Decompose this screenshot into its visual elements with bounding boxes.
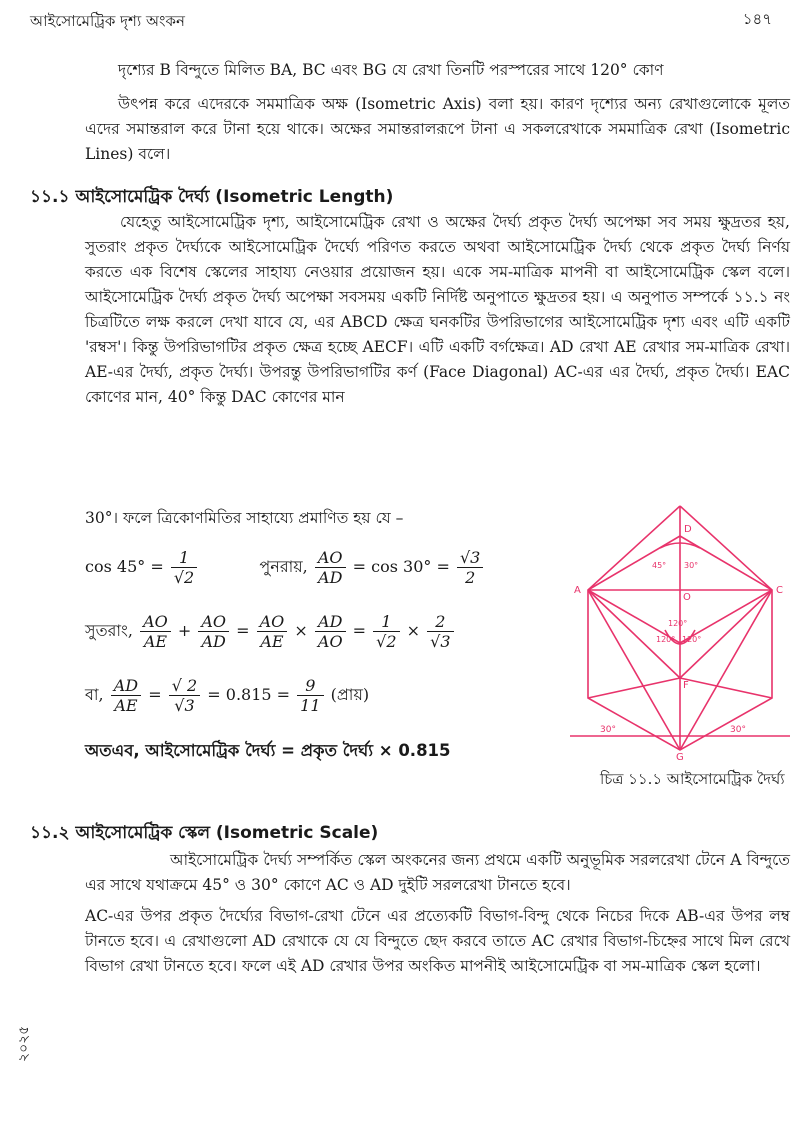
intro-text-1: দৃশ্যের B বিন্দুতে মিলিত BA, BC এবং BG যে রেখা তিনটি পরস্পরের সাথে 120° কোণ [118, 61, 664, 79]
section2-text-1: আইসোমেট্রিক দৈর্ঘ্য সম্পর্কিত স্কেল অংকনের জন্য প্রথমে একটি অনুভূমিক সরলরেখা টেনে A বিন্দুতে এর সাথে যথাক্রমে 45° ও 30° কোণে AC ও AD দুইটি সরলরেখা টানতে হবে। [85, 851, 790, 894]
numerator: AO [198, 612, 229, 632]
denominator: √3 [174, 696, 195, 715]
fraction-root2-over-root3 [169, 676, 200, 715]
line-lowerright-G [680, 678, 772, 698]
approx-label: (প্রায়) [330, 685, 370, 704]
denominator: AO [317, 632, 343, 651]
conclusion-line: অতএব, আইসোমেট্রিক দৈর্ঘ্য = প্রকৃত দৈর্ঘ্য × 0.815 [85, 741, 451, 760]
fraction-ao-ad [315, 548, 346, 587]
equals-sign: = [236, 621, 250, 640]
denominator: AE [114, 696, 138, 715]
angle-120-b: 120° [656, 635, 676, 644]
formula-line-2 [85, 612, 456, 651]
line-AD [588, 536, 680, 590]
label-F: F [683, 680, 689, 691]
numerator: √ 2 [169, 676, 200, 696]
fraction-9-over-11 [297, 676, 323, 715]
sutorang-label: সুতরাং, [85, 621, 133, 640]
equals-sign: = [148, 685, 162, 704]
denominator: √2 [173, 568, 195, 587]
section2-body [85, 848, 790, 985]
running-header-title: আইসোমেট্রিক দৃশ্য অংকন [30, 12, 185, 30]
angle-30: 30° [684, 561, 699, 570]
formula-line-1 [85, 548, 485, 587]
intro-text-2: উৎপন্ন করে এদেরকে সমমাত্রিক অক্ষ (Isometric Axis) বলা হয়। কারণ দৃশ্যের অন্য রেখাগুলোকে মূলত এদের সমান্তরাল করে টানা হয়ে থাকে। অক্ষের সমান্তরালরূপে টানা এ সকলরেখাকে সমমাত্রিক রেখা (Isometric Lines) বলে। [85, 95, 790, 163]
label-D: D [684, 524, 692, 535]
denominator: AD [201, 632, 226, 651]
angle-30-left: 30° [600, 725, 616, 735]
label-C: C [776, 585, 783, 596]
plus-sign: + [177, 621, 192, 640]
section1-text-end: 30°। ফলে ত্রিকোণমিতির সাহায্যে প্রমাণিত হয় যে – [85, 509, 404, 527]
denominator: AE [143, 632, 168, 651]
denominator: 11 [300, 696, 321, 715]
numerator: AO [257, 612, 288, 632]
denominator: √3 [430, 632, 451, 651]
numerator: 9 [297, 676, 323, 696]
fraction-1-over-root2-b [373, 612, 399, 651]
line-CF [680, 590, 772, 678]
numerator: 1 [171, 548, 197, 568]
times-sign: × [294, 621, 308, 640]
section1-body [85, 210, 790, 416]
line-C-G [680, 590, 772, 750]
label-O: O [683, 592, 691, 603]
line-lowerleft-G [588, 678, 680, 698]
cos45-label: cos 45° = [85, 557, 164, 576]
eq-cos30: = cos 30° = [352, 557, 450, 576]
fraction-ao-ad-2 [198, 612, 229, 651]
section-heading-isometric-scale: ১১.২ আইসোমেট্রিক স্কেল (Isometric Scale) [30, 823, 379, 843]
fraction-ad-ao [315, 612, 346, 651]
punoray-label: পুনরায়, [259, 557, 308, 576]
intro-line-1 [118, 58, 790, 89]
numerator: AO [315, 548, 346, 568]
fraction-root3-over-2 [457, 548, 483, 587]
figure-caption: চিত্র ১১.১ আইসোমেট্রিক দৈর্ঘ্য [600, 770, 785, 788]
eq-0815: = 0.815 = [207, 685, 291, 704]
intro-paragraph [85, 92, 790, 173]
formula-line-3 [85, 676, 369, 715]
denominator: AE [260, 632, 284, 651]
numerator: √3 [457, 548, 483, 568]
fraction-2-over-root3 [427, 612, 453, 651]
page-number: ১৪৭ [742, 10, 772, 28]
line-AF [588, 590, 680, 678]
angle-120-c: 120° [682, 635, 702, 644]
fraction-1-over-root2 [171, 548, 197, 587]
section-heading-isometric-length: ১১.১ আইসোমেট্রিক দৈর্ঘ্য (Isometric Length) [30, 187, 394, 207]
denominator: 2 [465, 568, 476, 587]
denominator: AD [318, 568, 343, 587]
ba-label: বা, [85, 685, 104, 704]
numerator: AO [140, 612, 171, 632]
times-sign: × [406, 621, 421, 640]
fraction-ao-ae-2 [257, 612, 288, 651]
fraction-ad-ae [111, 676, 141, 715]
numerator: 2 [427, 612, 453, 632]
denominator: √2 [376, 632, 397, 651]
equals-sign: = [352, 621, 367, 640]
numerator: AD [111, 676, 141, 696]
angle-120-a: 120° [668, 619, 688, 628]
numerator: 1 [373, 612, 399, 632]
label-A: A [574, 585, 581, 596]
angle-45: 45° [652, 561, 667, 570]
section1-text: যেহেতু আইসোমেট্রিক দৃশ্য, আইসোমেট্রিক রেখা ও অক্ষের দৈর্ঘ্য প্রকৃত দৈর্ঘ্য অপেক্ষা সব সময় ক্ষুদ্রতর হয়, সুতরাং প্রকৃত দৈর্ঘ্যকে আইসোমেট্রিক দৈর্ঘ্যে পরিণত করতে অথবা আইসোমেট্রিক দৈর্ঘ্য থেকে প্রকৃত দৈর্ঘ্য নির্ণয় করতে এক বিশেষ স্কেলের সাহায্য নেওয়ার প্রয়োজন হয়। একে সম-মাত্রিক মাপনী বা আইসোমেট্রিক স্কেল বলে। আইসোমেট্রিক দৈর্ঘ্য প্রকৃত দৈর্ঘ্য অপেক্ষা সবসময় একটি নির্দিষ্ট অনুপাতে ক্ষুদ্রতর হয়। এ অনুপাত সম্পর্কে ১১.১ নং চিত্রটিতে লক্ষ করলে দেখা যাবে যে, এর ABCD ক্ষেত্র ঘনকটির উপরিভাগের আইসোমেট্রিক দৃশ্য এবং এটি একটি 'রম্বস'। কিন্তু উপরিভাগটির প্রকৃত ক্ষেত্র হচ্ছে AECF। এটি একটি বর্গক্ষেত্র। AD রেখা AE রেখার সম-মাত্রিক রেখা। AE-এর দৈর্ঘ্য, প্রকৃত দৈর্ঘ্য। উপরন্তু উপরিভাগটির কর্ণ (Face Diagonal) AC-এর এর দৈর্ঘ্য, প্রকৃত দৈর্ঘ্য। EAC কোণের মান, 40° কিন্তু DAC কোণের মান [85, 213, 790, 406]
fraction-ao-ae [140, 612, 171, 651]
numerator: AD [315, 612, 346, 632]
section2-text-2: AC-এর উপর প্রকৃত দৈর্ঘ্যের বিভাগ-রেখা টেনে এর প্রত্যেকটি বিভাগ-বিন্দু থেকে নিচের দিকে AB-এর উপর লম্ব টানতে হবে। এ রেখাগুলো AD রেখাকে যে যে বিন্দুতে ছেদ করবে তাতে AC রেখার বিভাগ-চিহ্নের সাথে মিল রেখে বিভাগ রেখা টানতে হবে। ফলে এই AD রেখার উপর অংকিত মাপনীই আইসোমেট্রিক বা সম-মাত্রিক স্কেল হলো। [85, 907, 790, 975]
section1-body-end [85, 506, 535, 537]
isometric-length-figure [560, 498, 800, 760]
side-page-code: ২০২৫ [16, 1025, 32, 1062]
angle-30-right: 30° [730, 725, 746, 735]
label-G: G [676, 752, 684, 760]
